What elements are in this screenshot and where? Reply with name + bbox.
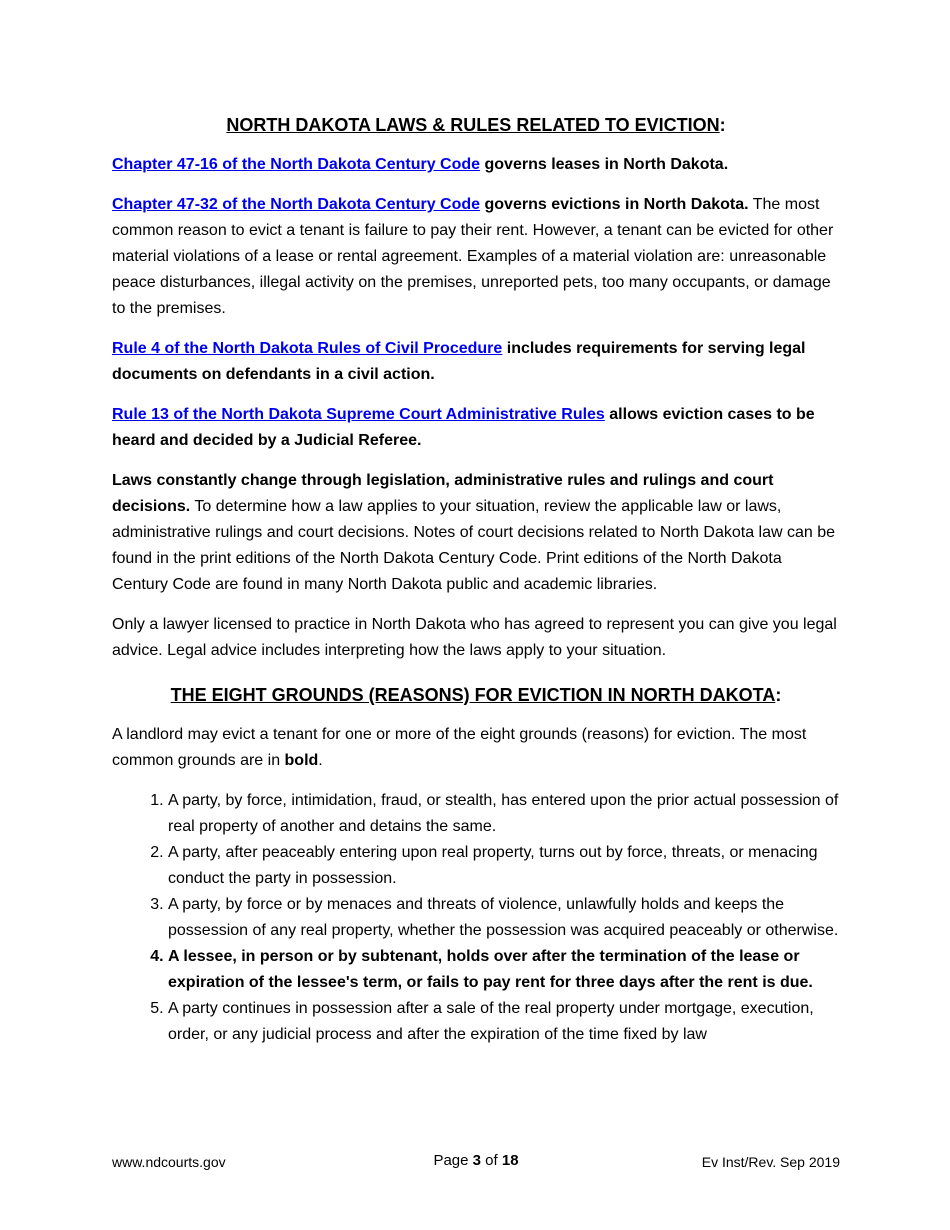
link-rule-13[interactable]: Rule 13 of the North Dakota Supreme Court Administrative Rules [112, 406, 605, 423]
section-heading-grounds: THE EIGHT GROUNDS (REASONS) FOR EVICTION IN NORTH DAKOTA: [170, 685, 782, 705]
footer-website: www.ndcourts.gov [112, 1154, 226, 1170]
paragraph-rule-13: Rule 13 of the North Dakota Supreme Court Administrative Rules allows eviction cases to be heard and decided by a Judicial Referee. [112, 406, 815, 449]
link-chapter-47-16[interactable]: Chapter 47-16 of the North Dakota Century Code [112, 156, 481, 173]
list-item: 3. A party, by force or by menaces and threats of violence, unlawfully holds and keeps the possession of any real property, whether the possession was acquired peaceably or otherwise. [168, 892, 840, 944]
paragraph-grounds-intro: A landlord may evict a tenant for one or more of the eight grounds (reasons) for eviction. The most common grounds are in bold. [112, 726, 807, 769]
section-heading-laws: NORTH DAKOTA LAWS & RULES RELATED TO EVICTION: [226, 115, 726, 135]
list-item: 4. A lessee, in person or by subtenant, holds over after the termination of the lease or expiration of the lessee's term, or fails to pay rent for three days after the rent is due. [168, 944, 840, 996]
page-footer [112, 1152, 840, 1174]
link-chapter-47-32[interactable]: Chapter 47-32 of the North Dakota Century Code [112, 196, 481, 213]
link-rule-4[interactable]: Rule 4 of the North Dakota Rules of Civil Procedure [112, 340, 503, 357]
footer-revision: Ev Inst/Rev. Sep 2019 [701, 1154, 840, 1170]
paragraph-laws-change: Laws constantly change through legislation, administrative rules and rulings and court decisions. To determine how a law applies to your situation, review the applicable law or laws, administrative rulings and court decisions. Notes of court decisions related to North Dakota law can be found in the print editions of the North Dakota Century Code. Print editions of the North Dakota Century Code are found in many North Dakota public and academic libraries. [112, 472, 836, 593]
paragraph-rule-4: Rule 4 of the North Dakota Rules of Civil Procedure includes requirements for serving legal documents on defendants in a civil action. [112, 340, 806, 383]
document-page [112, 112, 840, 1048]
list-item: 2. A party, after peaceably entering upon real property, turns out by force, threats, or menacing conduct the party in possession. [168, 840, 840, 892]
footer-page-number: Page 3 of 18 [433, 1152, 519, 1169]
paragraph-chapter-47-16: Chapter 47-16 of the North Dakota Century Code governs leases in North Dakota. [112, 156, 729, 173]
list-item: 1. A party, by force, intimidation, fraud, or stealth, has entered upon the prior actual possession of real property of another and detains the same. [168, 788, 840, 840]
paragraph-chapter-47-32: Chapter 47-32 of the North Dakota Century Code governs evictions in North Dakota. The most common reason to evict a tenant is failure to pay their rent. However, a tenant can be evicted for other material violations of a lease or rental agreement. Examples of a material violation are: unreasonable peace disturbances, illegal activity on the premises, unreported pets, too many occupants, or damage to the premises. [112, 196, 834, 317]
paragraph-legal-advice: Only a lawyer licensed to practice in North Dakota who has agreed to represent you can give you legal advice. Legal advice includes interpreting how the laws apply to your situation. [112, 616, 837, 659]
list-item: 5. A party continues in possession after a sale of the real property under mortgage, execution, order, or any judicial process and after the expiration of the time fixed by law [168, 996, 840, 1048]
grounds-list [112, 788, 840, 1048]
